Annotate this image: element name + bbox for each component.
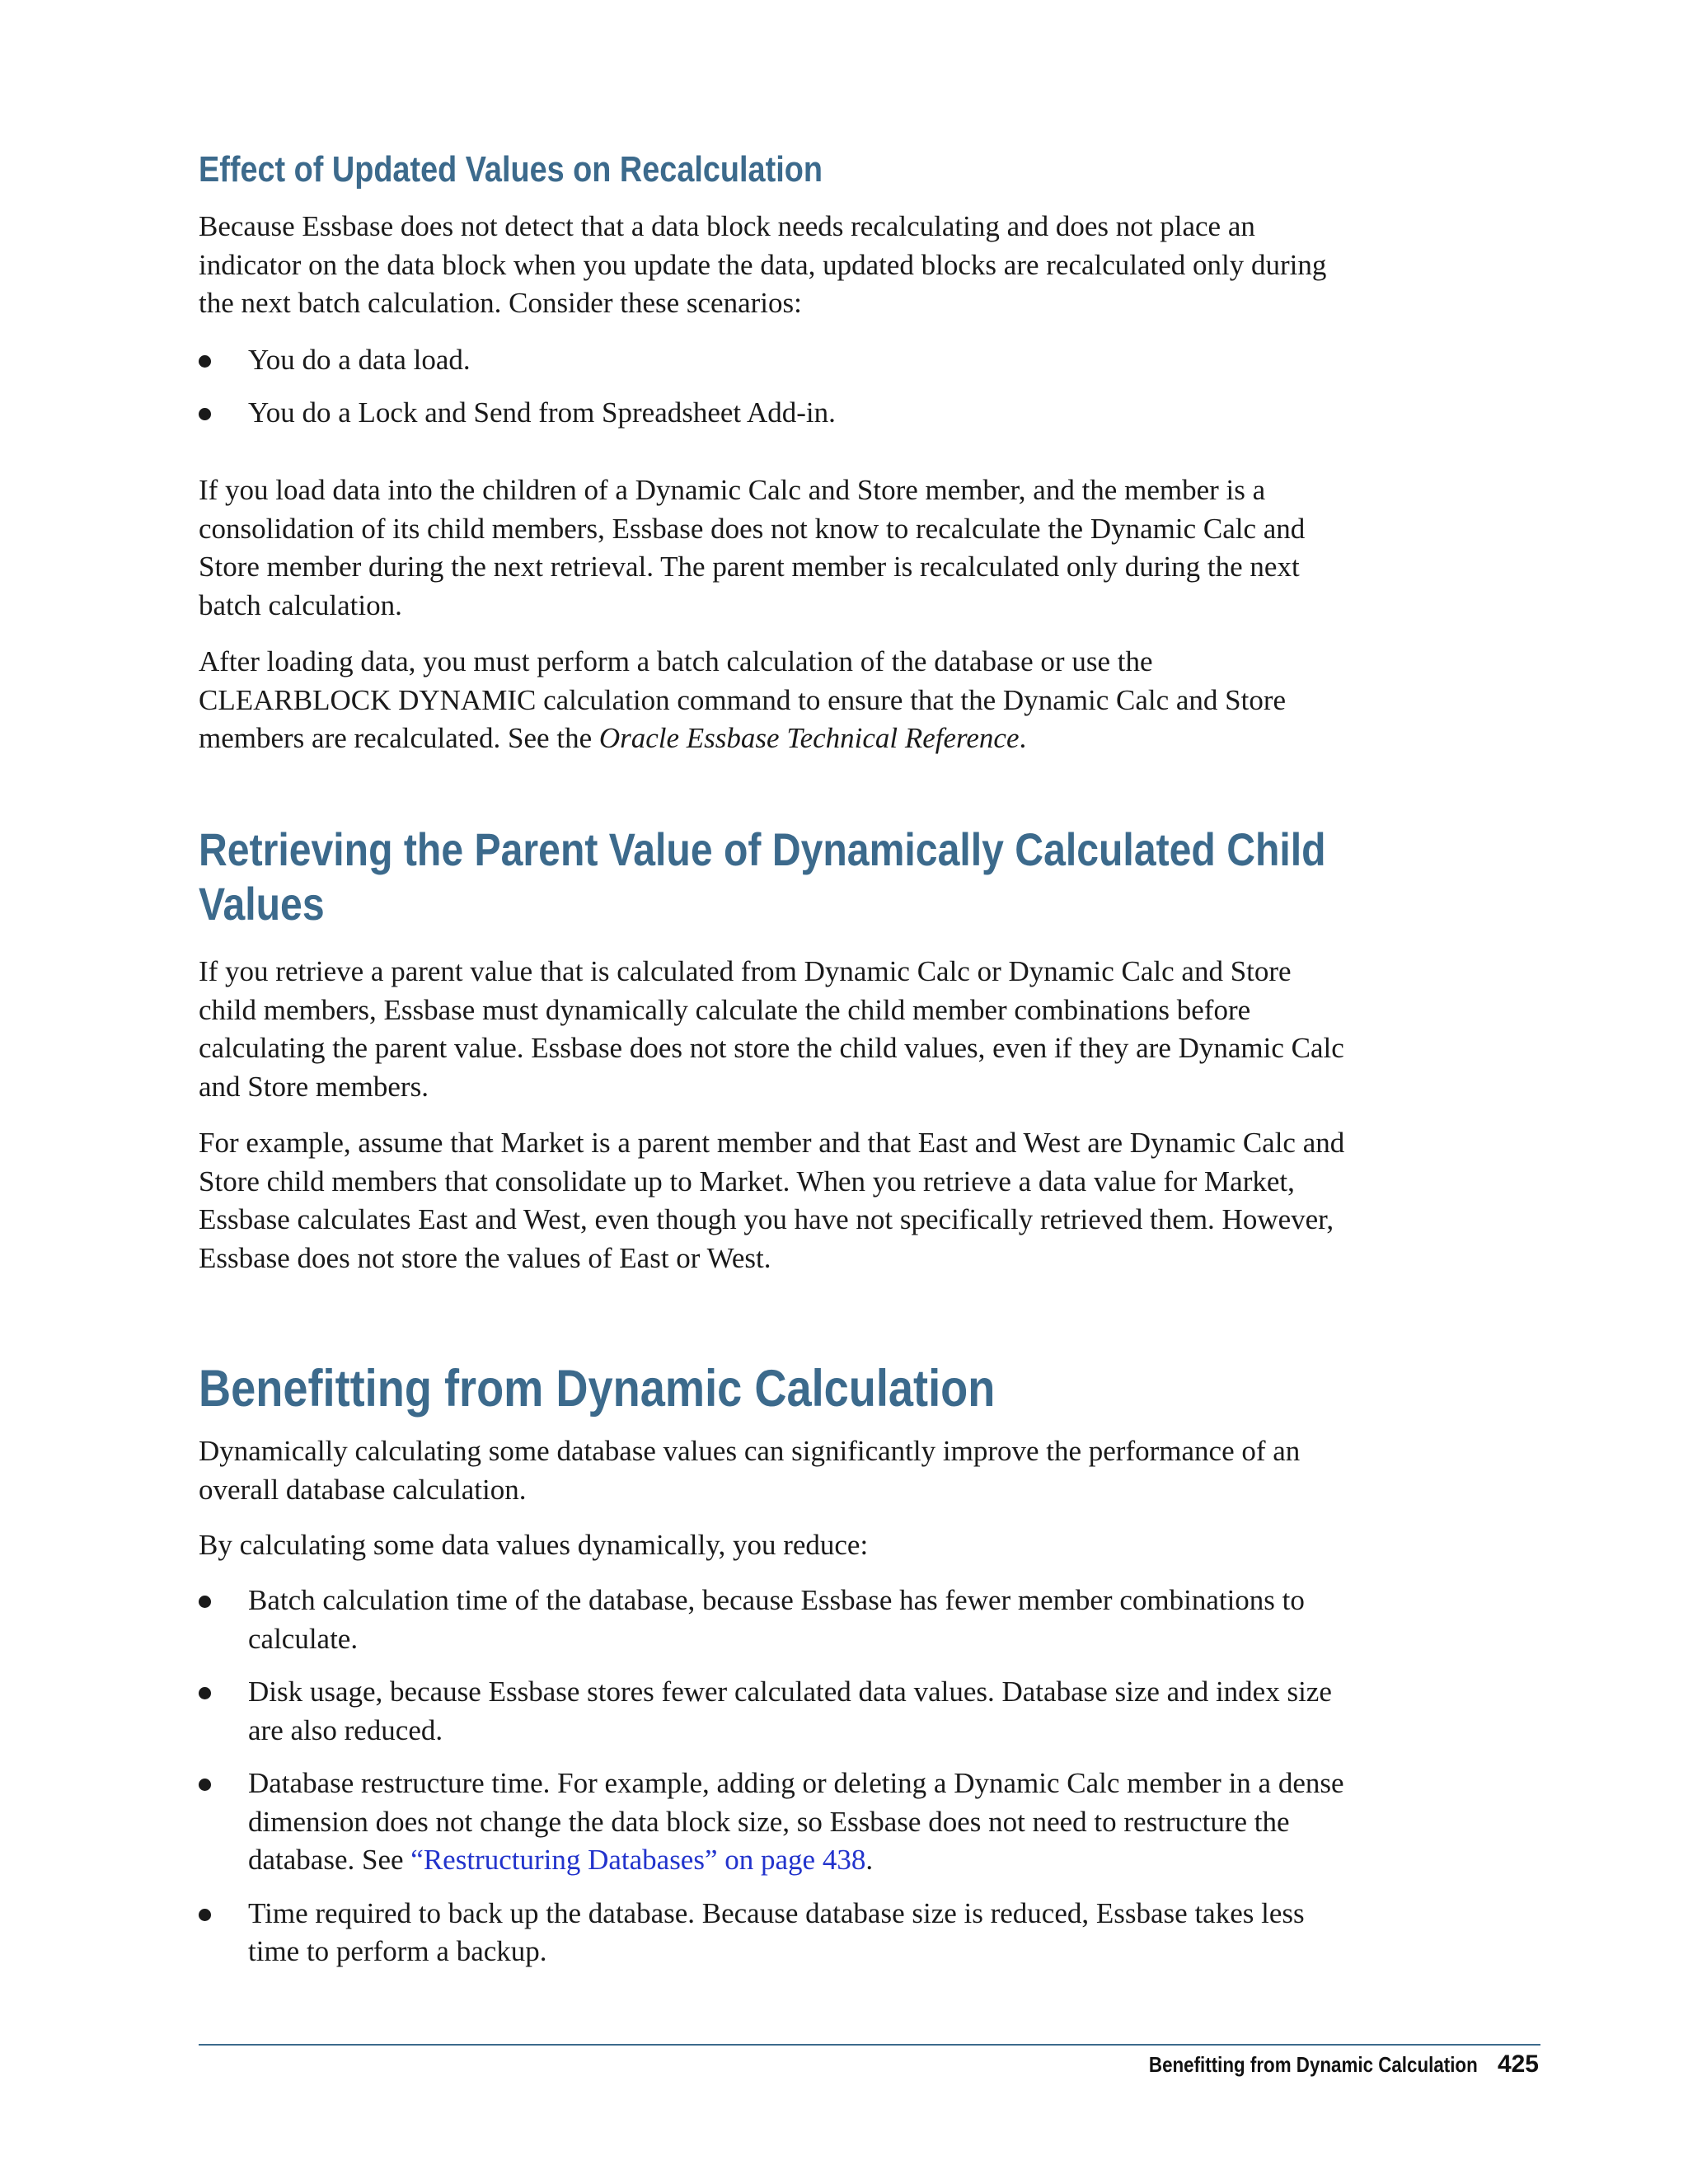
list-item-text (248, 1767, 1344, 1876)
bullet-icon (199, 1779, 211, 1791)
paragraph-recalc-intro: Because Essbase does not detect that a data block needs recalculating and does not place an indicator on the data block when you update the data, updated blocks are recalculated only during the next batch calculation. Consider these scenarios: (199, 210, 1327, 319)
list-item-text-part: . (865, 1844, 874, 1876)
page-number: 425 (1497, 2050, 1539, 2078)
bullet-icon (199, 1596, 211, 1608)
heading-line: Retrieving the Parent Value of Dynamically Calculated Child (199, 823, 1326, 875)
paragraph-reduce-intro: By calculating some data values dynamically, you reduce: (199, 1529, 869, 1561)
paragraph-text: After loading data, you must perform a batch calculation of the database or use the CLEARBLOCK DYNAMIC calculation command to ensure that the Dynamic Calc and Store members are recalculated. See the (199, 645, 1287, 754)
list-item-text: Batch calculation time of the database, because Essbase has fewer member combinations to calculate. (248, 1584, 1305, 1655)
list-item (199, 394, 1346, 433)
benefits-list (199, 1582, 1346, 1971)
list-item-text: Time required to back up the database. Because database size is reduced, Essbase takes less time to perform a backup. (248, 1896, 1305, 1967)
list-item-text: Disk usage, because Essbase stores fewer calculated data values. Database size and index size are also reduced. (248, 1675, 1332, 1746)
paragraph-benefit-intro: Dynamically calculating some database values can significantly improve the performance of an overall database calculation. (199, 1435, 1301, 1506)
list-item (199, 341, 1346, 380)
paragraph-market-example: For example, assume that Market is a parent member and that East and West are Dynamic Calc and Store child members that consolidate up to Market. When you retrieve a data value for Market, Essbase calculates East and West, even though you have not specifically retrieved them. However, Essbase does not store the values of East or West. (199, 1127, 1345, 1274)
footer-rule (199, 2044, 1540, 2046)
section-heading-benefitting: Benefitting from Dynamic Calculation (199, 1360, 996, 1418)
bullet-icon (199, 1687, 211, 1699)
section-heading-updated-values: Effect of Updated Values on Recalculation (199, 149, 823, 190)
paragraph-retrieve-parent: If you retrieve a parent value that is calculated from Dynamic Calc or Dynamic Calc and Store child members, Essbase must dynamically calculate the child member combinations before calculating the parent value. Essbase does not store the child values, even if they are Dynamic Calc and Store members. (199, 955, 1344, 1103)
heading-line: Values (199, 878, 325, 930)
scenario-list (199, 341, 1346, 432)
bullet-icon (199, 1909, 211, 1921)
list-item-text-part: Database restructure time. For example, adding or deleting a Dynamic Calc member in a dense dimension does not change the data block size, so Essbase does not need to restructure the database. See (248, 1767, 1344, 1876)
list-item (199, 1582, 1346, 1658)
paragraph-text: . (1019, 722, 1027, 754)
reference-title: Oracle Essbase Technical Reference (598, 722, 1020, 754)
list-item-text: You do a data load. (248, 344, 471, 376)
bullet-icon (199, 408, 211, 420)
section-heading-retrieving-parent (199, 823, 1326, 931)
restructuring-databases-link[interactable]: “Restructuring Databases” on page 438 (410, 1844, 866, 1876)
footer-title: Benefitting from Dynamic Calculation (1149, 2052, 1478, 2077)
list-item (199, 1765, 1346, 1880)
paragraph-after-loading (199, 643, 1346, 758)
paragraph-load-children: If you load data into the children of a Dynamic Calc and Store member, and the member is a consolidation of its child members, Essbase does not know to recalculate the Dynamic Calc and Store member during the next retrieval. The parent member is recalculated only during the next batch calculation. (199, 474, 1306, 621)
list-item (199, 1673, 1346, 1750)
bullet-icon (199, 355, 211, 368)
list-item (199, 1895, 1346, 1971)
list-item-text: You do a Lock and Send from Spreadsheet Add-in. (248, 396, 836, 429)
page-footer (1095, 2050, 1539, 2079)
